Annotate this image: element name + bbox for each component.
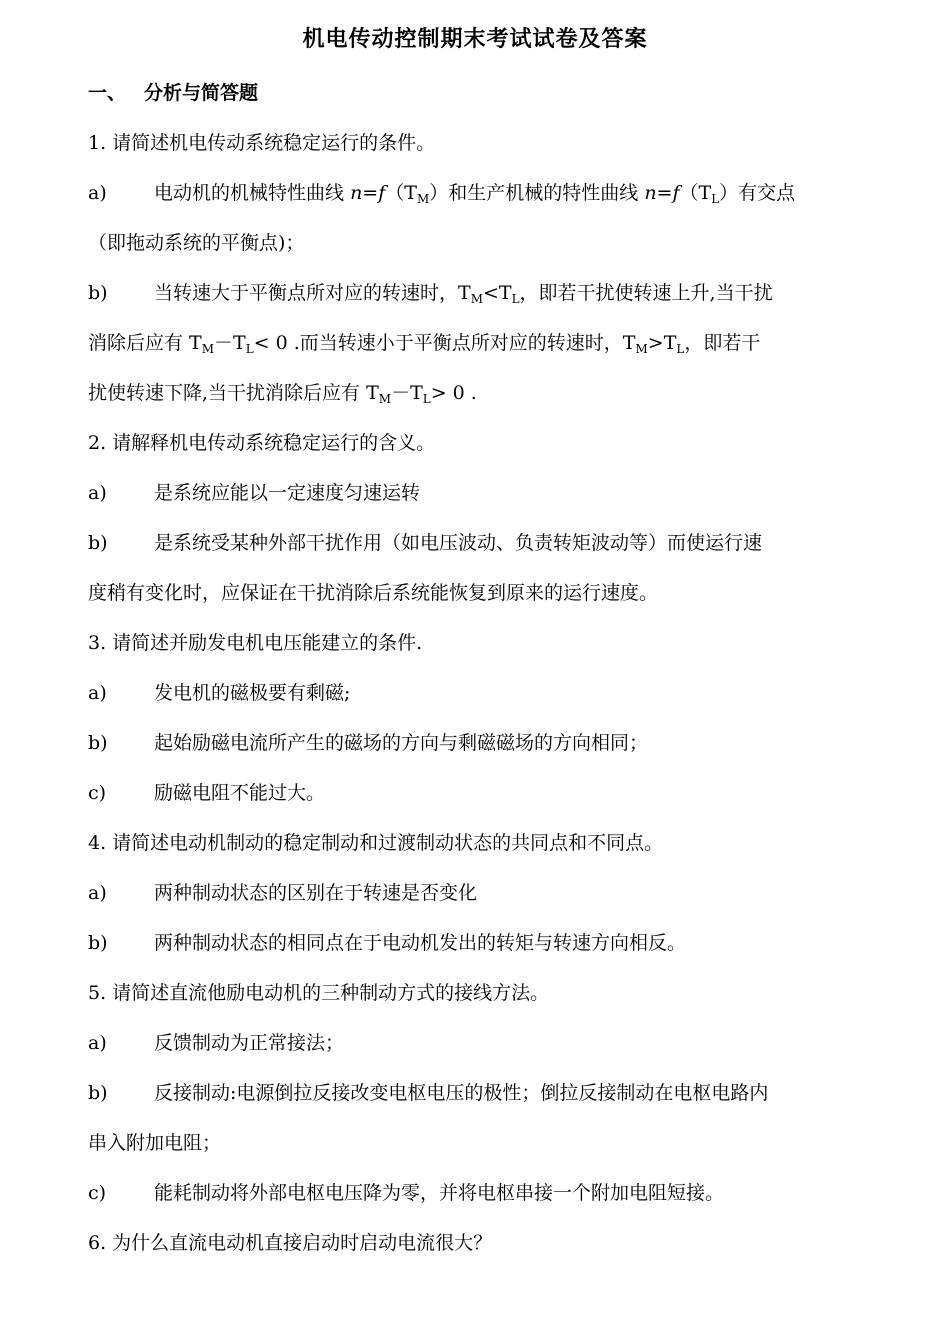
item-label: a) <box>88 882 107 904</box>
item-label: b) <box>88 732 108 754</box>
q3-answer-b: b) 起始励磁电流所产生的磁场的方向与剩磁磁场的方向相同； <box>88 732 649 754</box>
q2-answer-b-continued: 度稍有变化时，应保证在干扰消除后系统能恢复到原来的运行速度。 <box>88 582 659 604</box>
item-label: c) <box>88 782 107 804</box>
q5-answer-a: a) 反馈制动为正常接法； <box>88 1032 345 1054</box>
item-label: a) <box>88 1032 107 1054</box>
item-label: b) <box>88 532 108 554</box>
q3-answer-a: a) 发电机的磁极要有剩磁; <box>88 682 351 704</box>
q5-answer-b: b) 反接制动:电源倒拉反接改变电枢电压的极性；倒拉反接制动在电枢电路内 <box>88 1082 769 1104</box>
question-6: 6. 为什么直流电动机直接启动时启动电流很大？ <box>88 1232 493 1254</box>
section-title: 分析与简答题 <box>144 82 259 104</box>
question-2: 2. 请解释机电传动系统稳定运行的含义。 <box>88 432 436 454</box>
q1-answer-b-line2: 消除后应有 $T_M-T_L< 0$ .而当转速小于平衡点所对应的转速时，$T_M>T_L$，即若干 <box>88 332 761 356</box>
item-label: a) <box>88 182 107 204</box>
item-label: b) <box>88 1082 108 1104</box>
item-label: b) <box>88 282 108 304</box>
section-number: 一、 <box>88 82 127 104</box>
q4-answer-b: b) 两种制动状态的相同点在于电动机发出的转矩与转速方向相反。 <box>88 932 687 954</box>
q2-answer-a: a) 是系统应能以一定速度匀速运转 <box>88 482 421 504</box>
q5-answer-c: c) 能耗制动将外部电枢电压降为零，并将电枢串接一个附加电阻短接。 <box>88 1182 725 1204</box>
q1-answer-b-line3: 扰使转速下降,当干扰消除后应有 $T_M-T_L> 0$ . <box>88 382 477 406</box>
q1-answer-a-continued: （即拖动系统的平衡点)； <box>88 232 305 254</box>
q4-answer-a: a) 两种制动状态的区别在于转速是否变化 <box>88 882 478 904</box>
question-4: 4. 请简述电动机制动的稳定制动和过渡制动状态的共同点和不同点。 <box>88 832 664 854</box>
question-1: 1. 请简述机电传动系统稳定运行的条件。 <box>88 132 436 154</box>
item-label: a) <box>88 682 107 704</box>
item-label: c) <box>88 1182 107 1204</box>
q5-answer-b-continued: 串入附加电阻； <box>88 1132 222 1154</box>
question-5: 5. 请简述直流他励电动机的三种制动方式的接线方法。 <box>88 982 550 1004</box>
document-title: 机电传动控制期末考试试卷及答案 <box>302 26 648 52</box>
item-label: b) <box>88 932 108 954</box>
question-3: 3. 请简述并励发电机电压能建立的条件. <box>88 632 423 654</box>
section-heading <box>88 80 878 106</box>
item-label: a) <box>88 482 107 504</box>
q3-answer-c: c) 励磁电阻不能过大。 <box>88 782 326 804</box>
q1-answer-b: b) 当转速大于平衡点所对应的转速时，$T_M<T_L$，即若干扰使转速上升,当干扰 <box>88 282 773 306</box>
q2-answer-b: b) 是系统受某种外部干扰作用（如电压波动、负责转矩波动等）而使运行速 <box>88 532 763 554</box>
q1-answer-a: a) 电动机的机械特性曲线 $n=f(T_M)$和生产机械的特性曲线 $n=f(T_L)$有交点 <box>88 182 796 206</box>
